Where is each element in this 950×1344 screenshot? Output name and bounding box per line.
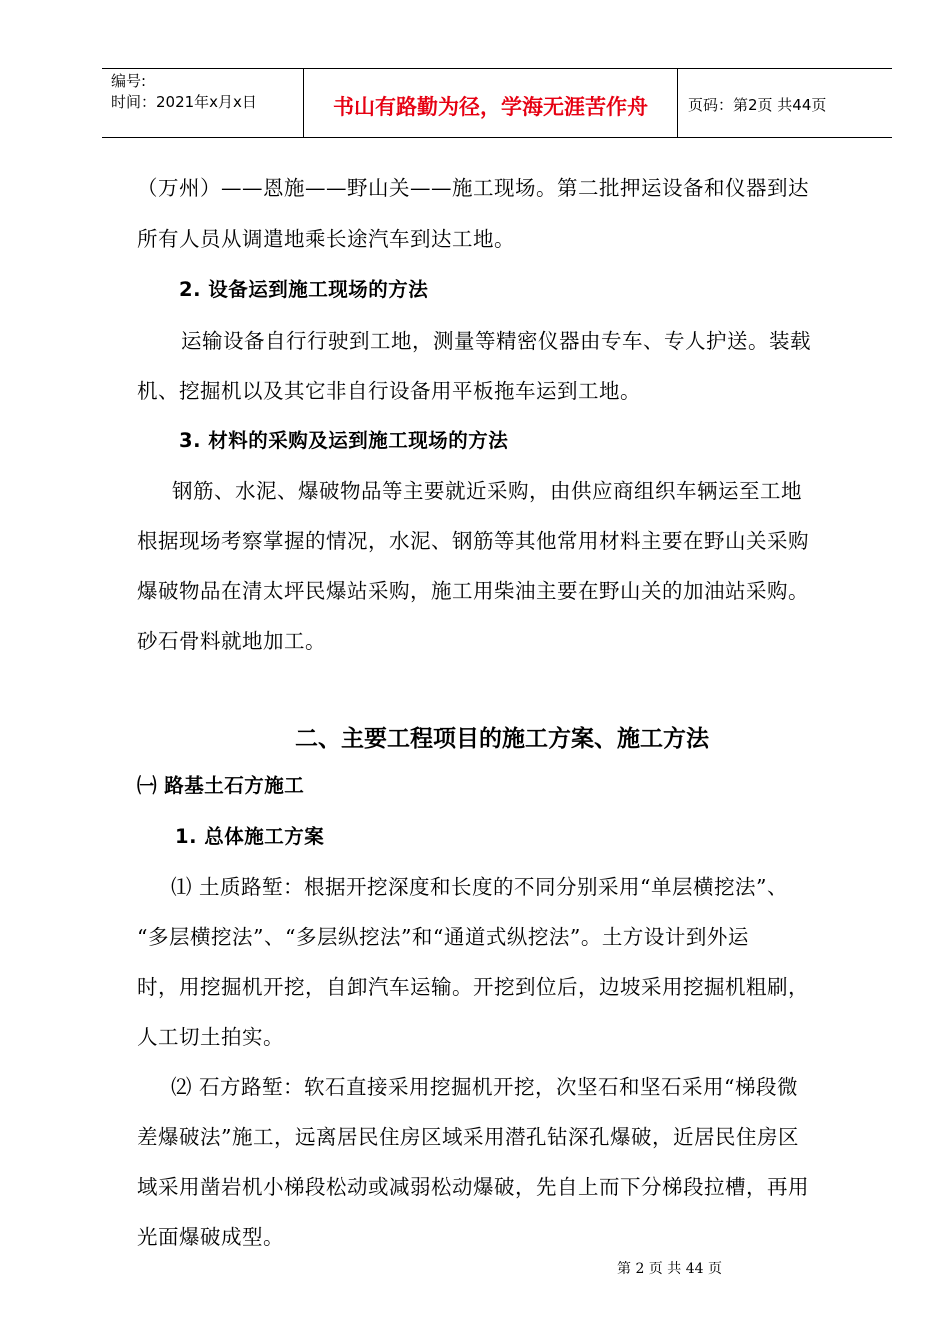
body-line: 钢筋、水泥、爆破物品等主要就近采购，由供应商组织车辆运至工地 [172, 479, 802, 503]
header-page-number: 页码：第2页 共44页 [688, 95, 827, 114]
header-meta [102, 69, 304, 137]
body-line: 时，用挖掘机开挖，自卸汽车运输。开挖到位后，边坡采用挖掘机粗刷， [137, 975, 809, 999]
doc-time-label: 时间：2021年x月x日 [111, 93, 257, 111]
body-line: 砂石骨料就地加工。 [137, 629, 326, 653]
page-footer: 第 2 页 共 44 页 [617, 1261, 722, 1277]
body-line: 运输设备自行行驶到工地，测量等精密仪器由专车、专人护送。装载 [181, 329, 811, 353]
header-motto: 书山有路勤为径，学海无涯苦作舟 [304, 69, 678, 137]
page-header [102, 68, 892, 138]
body-line: 爆破物品在清太坪民爆站采购，施工用柴油主要在野山关的加油站采购。 [137, 579, 809, 603]
body-line: （万州）——恩施——野山关——施工现场。第二批押运设备和仪器到达 [137, 176, 809, 200]
subsection-heading: ㈠ 路基土石方施工 [137, 774, 305, 797]
body-line: 机、挖掘机以及其它非自行设备用平板拖车运到工地。 [137, 379, 641, 403]
body-line: 光面爆破成型。 [137, 1225, 284, 1249]
doc-code-label: 编号: [111, 72, 147, 90]
chapter-title: 二、主要工程项目的施工方案、施工方法 [295, 726, 709, 752]
body-line: 差爆破法”施工，远离居民住房区域采用潜孔钻深孔爆破，近居民住房区 [137, 1125, 799, 1149]
body-line: 所有人员从调遣地乘长途汽车到达工地。 [137, 227, 515, 251]
section-heading-2: 2. 设备运到施工现场的方法 [179, 278, 429, 301]
section-heading-3: 3. 材料的采购及运到施工现场的方法 [179, 429, 509, 452]
body-line: ⑴ 土质路堑：根据开挖深度和长度的不同分别采用“单层横挖法”、 [171, 875, 788, 899]
body-line: 域采用凿岩机小梯段松动或减弱松动爆破，先自上而下分梯段拉槽，再用 [137, 1175, 809, 1199]
body-line: 人工切土拍实。 [137, 1025, 284, 1049]
section-heading-1: 1. 总体施工方案 [175, 825, 325, 848]
body-line: ⑵ 石方路堑：软石直接采用挖掘机开挖，次坚石和坚石采用“梯段微 [171, 1075, 798, 1099]
body-line: “多层横挖法”、“多层纵挖法”和“通道式纵挖法”。土方设计到外运 [137, 925, 749, 949]
body-line: 根据现场考察掌握的情况，水泥、钢筋等其他常用材料主要在野山关采购 [137, 529, 809, 553]
